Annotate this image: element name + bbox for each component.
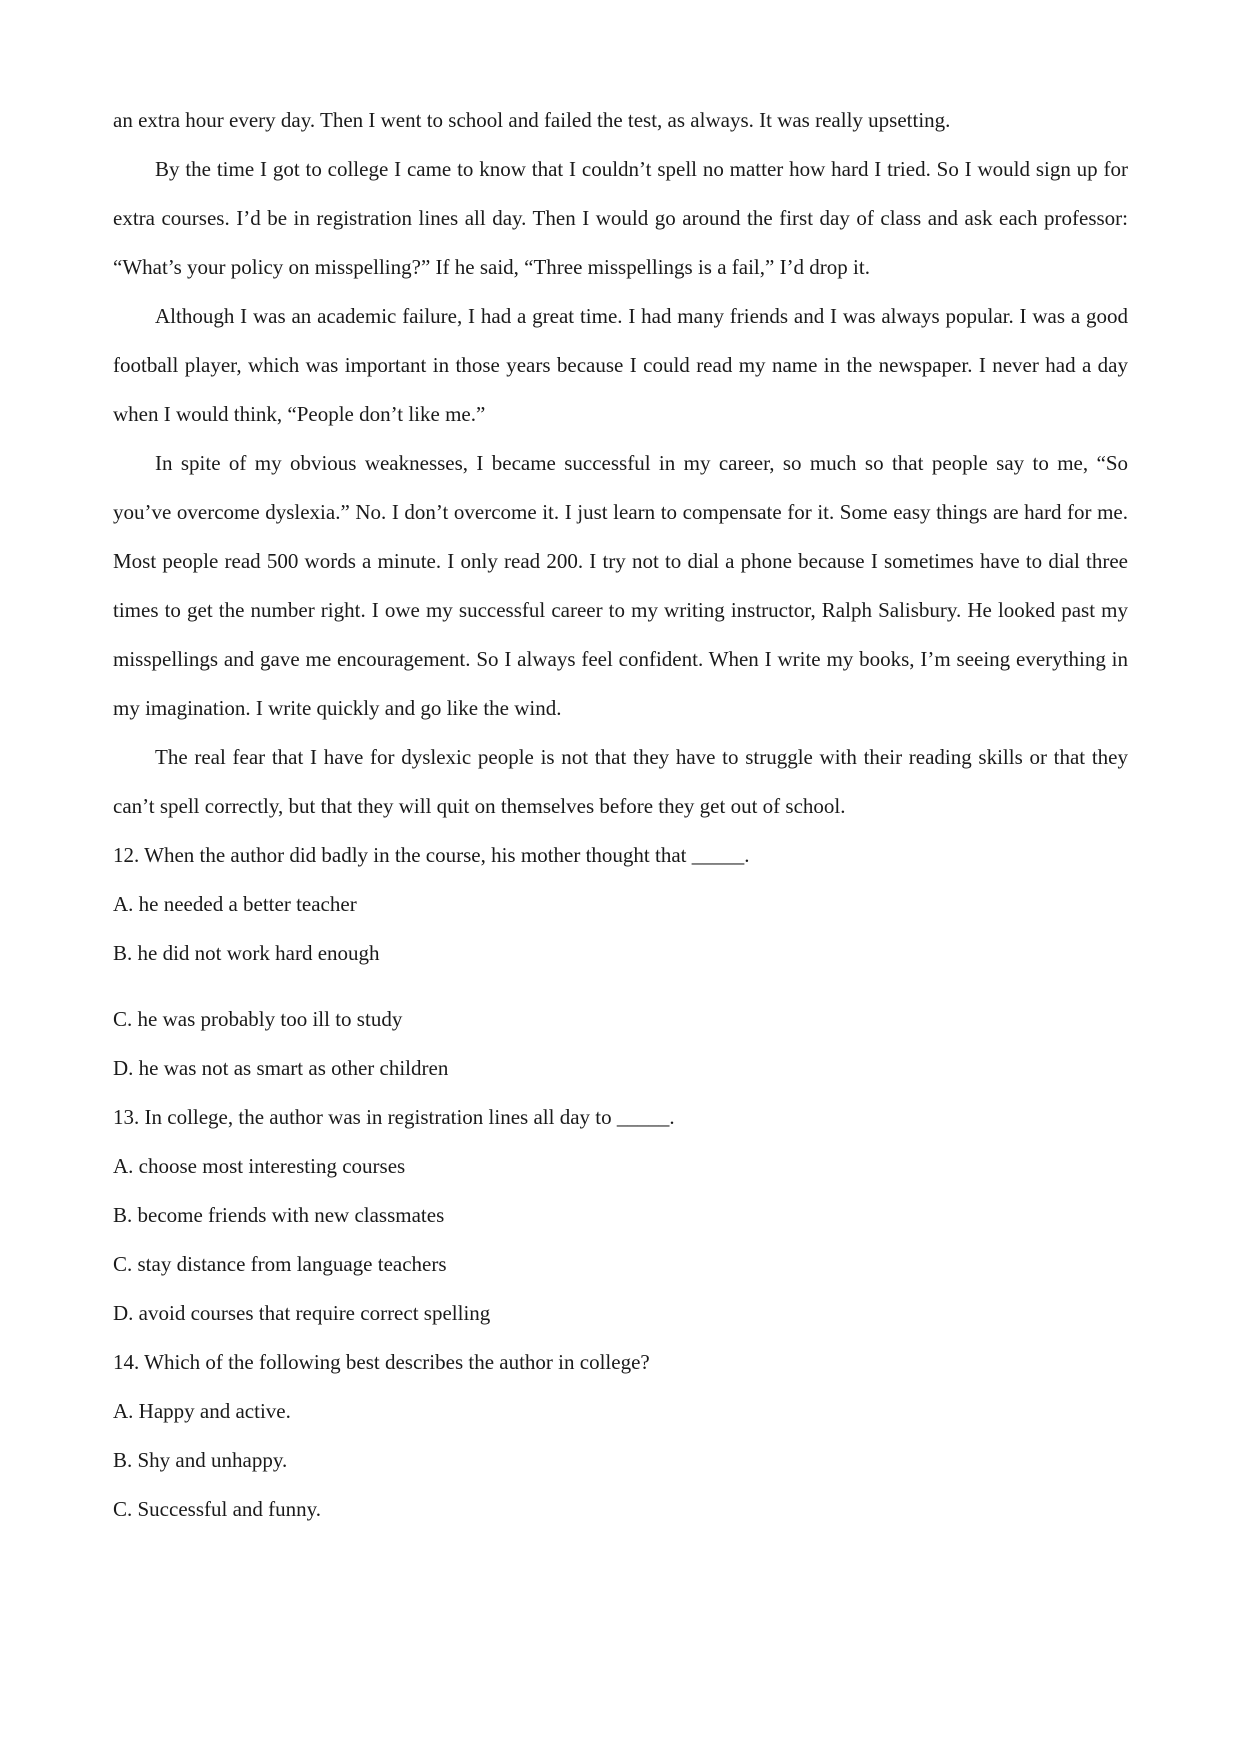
answer-option-a: A. choose most interesting courses: [113, 1154, 406, 1178]
question-14: [113, 1338, 1128, 1534]
answer-option-d: D. he was not as smart as other children: [113, 1056, 449, 1080]
question-stem: 12. When the author did badly in the course, his mother thought that _____.: [113, 843, 750, 867]
answer-option-a: A. he needed a better teacher: [113, 892, 357, 916]
answer-option-b: B. he did not work hard enough: [113, 941, 380, 965]
answer-option-d: D. avoid courses that require correct spelling: [113, 1301, 491, 1325]
question-13: [113, 1093, 1128, 1338]
answer-option-c: C. stay distance from language teachers: [113, 1252, 447, 1276]
passage-paragraph: The real fear that I have for dyslexic people is not that they have to struggle with their reading skills or that they can’t spell correctly, but that they will quit on themselves before they get out of school.: [113, 745, 1128, 818]
passage-paragraph-continuation: an extra hour every day. Then I went to school and failed the test, as always. It was really upsetting.: [113, 108, 951, 132]
spacer: [113, 978, 1128, 995]
answer-option-a: A. Happy and active.: [113, 1399, 291, 1423]
passage-paragraph: Although I was an academic failure, I had a great time. I had many friends and I was always popular. I was a good football player, which was important in those years because I could read my name in the newspaper. I never had a day when I would think, “People don’t like me.”: [113, 304, 1128, 426]
passage-paragraph: In spite of my obvious weaknesses, I became successful in my career, so much so that people say to me, “So you’ve overcome dyslexia.” No. I don’t overcome it. I just learn to compensate for it. Some easy things are hard for me. Most people read 500 words a minute. I only read 200. I try not to dial a phone because I sometimes have to dial three times to get the number right. I owe my successful career to my writing instructor, Ralph Salisbury. He looked past my misspellings and gave me encouragement. So I always feel confident. When I write my books, I’m seeing everything in my imagination. I write quickly and go like the wind.: [113, 451, 1128, 720]
document-content: [113, 96, 1128, 1534]
answer-option-c: C. Successful and funny.: [113, 1497, 322, 1521]
question-list: [113, 831, 1128, 1534]
answer-option-b: B. Shy and unhappy.: [113, 1448, 288, 1472]
passage-paragraph: By the time I got to college I came to know that I couldn’t spell no matter how hard I tried. So I would sign up for extra courses. I’d be in registration lines all day. Then I would go around the first day of class and ask each professor: “What’s your policy on misspelling?” If he said, “Three misspellings is a fail,” I’d drop it.: [113, 157, 1128, 279]
answer-option-c: C. he was probably too ill to study: [113, 1007, 403, 1031]
question-stem: 13. In college, the author was in registration lines all day to _____.: [113, 1105, 675, 1129]
question-12: [113, 831, 1128, 1093]
reading-passage: [113, 96, 1128, 831]
question-stem: 14. Which of the following best describes the author in college?: [113, 1350, 650, 1374]
answer-option-b: B. become friends with new classmates: [113, 1203, 445, 1227]
